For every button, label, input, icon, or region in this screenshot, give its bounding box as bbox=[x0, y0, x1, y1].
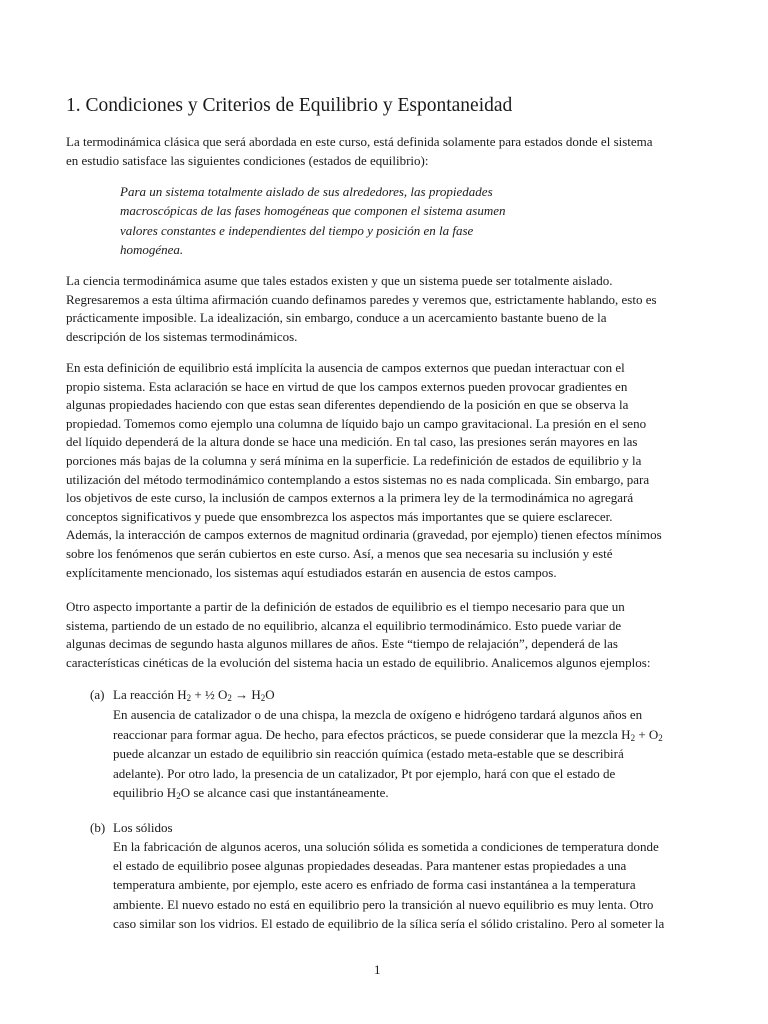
text-line: sobre los fenómenos que serán cubiertos en este curso. Así, a menos que sea necesaria su inclusión y esté bbox=[66, 545, 613, 561]
text-line: en estudio satisface las siguientes condiciones (estados de equilibrio): bbox=[66, 152, 429, 168]
text-line: caso similar son los vidrios. El estado de equilibrio de la sílica sería el sólido cristalino. Pero al someter la bbox=[113, 915, 665, 931]
text-line: propiedad. Tomemos como ejemplo una columna de líquido bajo un campo gravitacional. La presión en el seno bbox=[66, 415, 647, 431]
text-line: explícitamente mencionado, los sistemas aquí estudiados estarán en ausencia de estos campos. bbox=[66, 564, 557, 580]
list-item-body-b bbox=[113, 837, 713, 933]
text-line: los objetivos de este curso, la inclusión de campos externos a la primera ley de la termodinámica no agregará bbox=[66, 490, 634, 506]
text-line: Otro aspecto importante a partir de la definición de estados de equilibrio es el tiempo necesario para que un bbox=[66, 599, 625, 614]
text-line: del líquido dependerá de la altura donde se hace una medición. En tal caso, las presiones serán mayores en las bbox=[66, 434, 638, 450]
quote-line: valores constantes e independientes del tiempo y posición en la fase bbox=[120, 222, 474, 238]
paragraph-external-fields bbox=[66, 359, 706, 582]
text-line: Además, la interacción de campos externos de magnitud ordinaria (gravedad, por ejemplo) tienen efectos mínimos bbox=[66, 527, 662, 543]
text-line: sistema, partiendo de un estado de no equilibrio, alcanza el equilibrio termodinámico. Esto puede variar de bbox=[66, 617, 622, 633]
text-line: puede alcanzar un estado de equilibrio sin reacción química (estado meta-estable que se describirá bbox=[113, 746, 624, 762]
text-line: algunas decimas de segundo hasta algunos millares de años. Este “tiempo de relajación”, dependerá de las bbox=[66, 636, 618, 652]
text-line: prácticamente imposible. La idealización, sin embargo, conduce a un acercamiento bastante bueno de la bbox=[66, 310, 607, 326]
list-item-body-a bbox=[113, 705, 713, 803]
text-line: En esta definición de equilibrio está implícita la ausencia de campos externos que puedan interactuar con el bbox=[66, 360, 625, 375]
text-line: características cinéticas de la evolución del sistema hacia un estado de equilibrio. Analicemos algunos ejemplos: bbox=[66, 654, 651, 670]
list-item-title-b: Los sólidos bbox=[113, 820, 173, 835]
text-line: Regresaremos a esta última afirmación cuando definamos paredes y veremos que, estrictamente hablando, esto es bbox=[66, 291, 657, 307]
text-line: el estado de equilibrio posee algunas propiedades deseadas. Para mantener estas propiedades a una bbox=[113, 858, 627, 874]
list-item-label-b: (b) bbox=[90, 820, 106, 835]
text-line: algunas propiedades haciendo con que estas sean diferentes dependiendo de la posición en que se observa la bbox=[66, 397, 629, 413]
text-line: conceptos significativos y puede que ensombrezca los aspectos más importantes que se quiere esclarecer. bbox=[66, 508, 613, 524]
text-line: reaccionar para formar agua. De hecho, para efectos prácticos, se puede considerar que la mezcla $H_2 + O_2$ bbox=[113, 726, 663, 743]
quote-line: Para un sistema totalmente aislado de sus alrededores, las propiedades bbox=[120, 184, 493, 199]
text-line: temperatura ambiente, por ejemplo, este acero es enfriado de forma casi instantánea a la temperatura bbox=[113, 877, 636, 893]
definition-quote bbox=[120, 182, 560, 259]
intro-paragraph bbox=[66, 133, 706, 170]
section-heading: 1. Condiciones y Criterios de Equilibrio y Espontaneidad bbox=[66, 95, 513, 116]
text-line: equilibrio $H_2O$ se alcance casi que instantáneamente. bbox=[113, 785, 389, 802]
paragraph-relaxation-time bbox=[66, 598, 706, 672]
list-item-label-a: (a) bbox=[90, 687, 105, 702]
text-line: descripción de los sistemas termodinámicos. bbox=[66, 328, 298, 344]
text-line: En ausencia de catalizador o de una chispa, la mezcla de oxígeno e hidrógeno tardará algunos años en bbox=[113, 707, 643, 722]
text-line: porciones más bajas de la columna y será mínima en la superficie. La redefinición de estados de equilibrio y la bbox=[66, 452, 642, 468]
quote-line: homogénea. bbox=[120, 241, 184, 257]
list-item-title-a: La reacción $H_2$ + ½ $O_2 \to H_2O$ bbox=[113, 687, 275, 703]
quote-line: macroscópicas de las fases homogéneas que componen el sistema asumen bbox=[120, 203, 506, 219]
text-line: En la fabricación de algunos aceros, una solución sólida es sometida a condiciones de temperatura donde bbox=[113, 839, 659, 854]
page-number: 1 bbox=[374, 962, 381, 977]
paragraph-isolation bbox=[66, 272, 706, 346]
text-line: ambiente. El nuevo estado no está en equilibrio pero la transición al nuevo equilibrio es muy lenta. Otro bbox=[113, 896, 654, 912]
text-line: utilización del método termodinámico contemplando a estos sistemas no es nada complicada. Sin embargo, para bbox=[66, 471, 650, 487]
text-line: La ciencia termodinámica asume que tales estados existen y que un sistema puede ser totalmente aislado. bbox=[66, 273, 613, 288]
text-line: adelante). Por otro lado, la presencia de un catalizador, Pt por ejemplo, hará con que el estado de bbox=[113, 765, 616, 781]
text-line: propio sistema. Esta aclaración se hace en virtud de que los campos externos pueden provocar gradientes en bbox=[66, 378, 628, 394]
text-line: La termodinámica clásica que será abordada en este curso, está definida solamente para estados donde el sistema bbox=[66, 134, 653, 149]
